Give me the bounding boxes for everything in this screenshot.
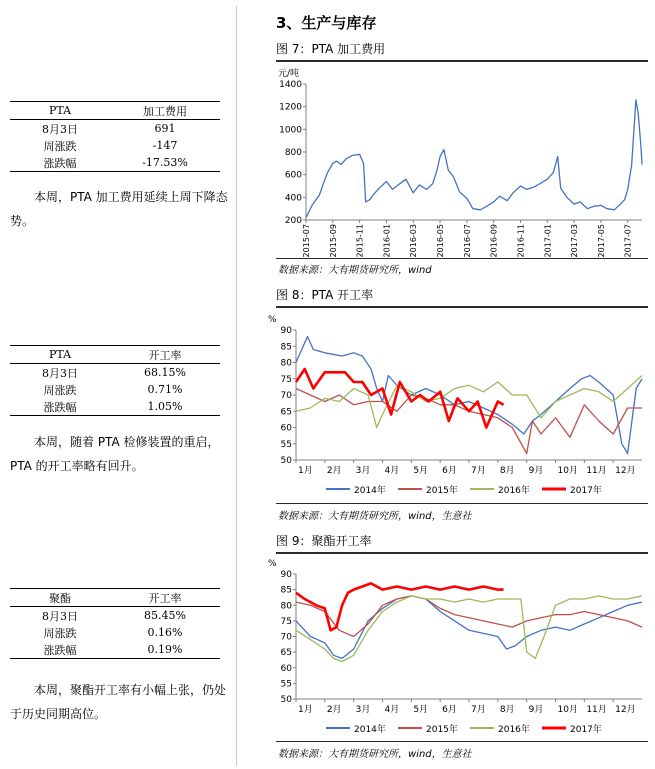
polyester-rate-comment: 本周，聚酯开工率有小幅上张，仍处于历史同期高位。 xyxy=(10,683,227,721)
figure-bottom-rule xyxy=(276,741,648,742)
table-cell: 0.16% xyxy=(147,626,183,639)
legend-label: 2014年 xyxy=(354,725,386,735)
y-axis-label: 元/吨 xyxy=(278,69,300,79)
figure-bottom-rule xyxy=(276,258,648,259)
y-axis-label: % xyxy=(268,559,277,569)
y-axis-label: % xyxy=(268,315,277,325)
legend-label: 2015年 xyxy=(426,725,458,735)
x-tick-label: 1月 xyxy=(298,705,313,715)
column-divider xyxy=(236,6,237,766)
x-tick-label: 2015-11 xyxy=(355,224,365,258)
x-tick-label: 2月 xyxy=(326,705,342,715)
series-line xyxy=(296,583,504,630)
pta-fee-table xyxy=(10,101,220,172)
y-tick-label: 400 xyxy=(284,193,302,204)
y-tick-label: 1400 xyxy=(279,80,302,90)
y-tick-label: 200 xyxy=(284,216,302,226)
table-row xyxy=(10,381,220,398)
pta-operating-rate-chart xyxy=(270,308,655,503)
x-tick-label: 6月 xyxy=(442,466,457,476)
table-header: PTA xyxy=(10,346,110,364)
x-tick-label: 1月 xyxy=(298,466,313,476)
y-tick-label: 70 xyxy=(280,391,292,401)
figure-source: 数据来源：大有期货研究所，wind，生意社 xyxy=(278,511,472,522)
x-tick-label: 7月 xyxy=(471,705,486,715)
series-line xyxy=(296,596,642,662)
figure-title-text: 图 7：PTA 加工费用 xyxy=(276,42,386,56)
x-tick-label: 4月 xyxy=(384,466,400,476)
x-tick-label: 2016-03 xyxy=(409,224,419,258)
y-tick-label: 1200 xyxy=(279,102,302,113)
x-tick-label: 2016-01 xyxy=(382,224,392,258)
figure-title xyxy=(276,286,648,305)
figure-title-text: 图 9：聚酯开工率 xyxy=(276,534,372,548)
polyester-rate-table xyxy=(10,588,220,659)
series-line xyxy=(296,389,642,454)
x-tick-label: 5月 xyxy=(413,466,429,476)
table-header: 加工费用 xyxy=(110,102,220,120)
table-cell: 涨跌幅 xyxy=(10,154,110,172)
x-tick-label: 2016-07 xyxy=(462,224,472,258)
x-tick-label: 2016-09 xyxy=(489,224,499,258)
table-row xyxy=(10,398,220,416)
x-tick-label: 2017-07 xyxy=(623,224,633,258)
y-tick-label: 85 xyxy=(280,342,292,353)
legend-label: 2017年 xyxy=(570,725,602,735)
x-tick-label: 9月 xyxy=(528,705,544,715)
x-tick-label: 2017-01 xyxy=(543,224,553,258)
legend-label: 2016年 xyxy=(498,725,530,735)
legend-label: 2016年 xyxy=(498,486,530,496)
pta-fee-chart xyxy=(270,62,655,258)
y-tick-label: 1000 xyxy=(279,125,302,136)
legend-label: 2017年 xyxy=(570,486,602,496)
legend-label: 2015年 xyxy=(426,486,458,496)
table-cell: 0.19% xyxy=(110,641,220,659)
y-tick-label: 70 xyxy=(280,632,292,643)
figure-source: 数据来源：大有期货研究所，wind xyxy=(278,265,432,276)
figure-title xyxy=(276,532,648,551)
table-cell: -147 xyxy=(152,139,178,152)
x-tick-label: 10月 xyxy=(557,466,578,476)
table-cell: 8月3日 xyxy=(42,366,78,380)
y-tick-label: 55 xyxy=(280,679,292,690)
figure-title xyxy=(276,40,648,59)
figure-bottom-rule xyxy=(276,503,648,504)
y-tick-label: 80 xyxy=(280,358,292,369)
y-tick-label: 60 xyxy=(280,423,292,434)
y-tick-label: 80 xyxy=(280,601,292,612)
x-tick-label: 8月 xyxy=(499,466,515,476)
table-header: 开工率 xyxy=(110,589,220,607)
x-tick-label: 2017-03 xyxy=(570,224,580,258)
table-cell: 周涨跌 xyxy=(43,383,77,397)
table-cell: 85.45% xyxy=(144,609,186,622)
figure-title-text: 图 8：PTA 开工率 xyxy=(276,288,374,302)
figure-source: 数据来源：大有期货研究所，wind，生意社 xyxy=(278,749,472,760)
x-tick-label: 4月 xyxy=(384,705,400,715)
y-tick-label: 75 xyxy=(280,616,292,627)
table-row xyxy=(10,154,220,172)
table-row xyxy=(10,641,220,659)
y-tick-label: 90 xyxy=(280,570,292,580)
x-tick-label: 2016-05 xyxy=(436,224,446,258)
table-cell: 691 xyxy=(154,122,176,135)
table-header: PTA xyxy=(10,102,110,120)
legend-label: 2014年 xyxy=(354,486,386,496)
polyester-operating-rate-chart xyxy=(270,554,655,740)
table-cell: -17.53% xyxy=(110,154,220,172)
x-tick-label: 2015-09 xyxy=(328,224,338,258)
right-column xyxy=(270,0,655,769)
pta-rate-table xyxy=(10,345,220,416)
x-tick-label: 3月 xyxy=(355,466,371,476)
x-tick-label: 6月 xyxy=(442,705,457,715)
series-line xyxy=(306,100,642,218)
y-tick-label: 60 xyxy=(280,663,292,674)
table-row xyxy=(10,137,220,154)
y-tick-label: 85 xyxy=(280,585,292,596)
table-cell: 周涨跌 xyxy=(43,626,77,640)
table-cell: 8月3日 xyxy=(42,122,78,136)
y-tick-label: 50 xyxy=(280,456,292,466)
x-tick-label: 3月 xyxy=(355,705,371,715)
table-row xyxy=(10,364,220,382)
series-line xyxy=(296,596,642,659)
y-tick-label: 55 xyxy=(280,439,292,450)
y-tick-label: 50 xyxy=(280,695,292,705)
x-tick-label: 12月 xyxy=(615,705,636,715)
x-tick-label: 12月 xyxy=(615,466,636,476)
table-cell: 周涨跌 xyxy=(43,139,77,153)
series-line xyxy=(296,337,642,454)
table-row xyxy=(10,607,220,625)
table-header: 聚酯 xyxy=(10,589,110,607)
x-tick-label: 2017-05 xyxy=(596,224,606,258)
y-tick-label: 65 xyxy=(280,648,292,659)
table-cell: 涨跌幅 xyxy=(10,398,110,416)
x-tick-label: 7月 xyxy=(471,466,486,476)
table-cell: 1.05% xyxy=(110,398,220,416)
pta-fee-comment: 本周，PTA 加工费用延续上周下降态势。 xyxy=(10,190,228,228)
x-tick-label: 11月 xyxy=(586,466,607,476)
y-tick-label: 75 xyxy=(280,374,292,385)
table-row xyxy=(10,624,220,641)
section-title: 3、生产与库存 xyxy=(276,14,377,32)
x-tick-label: 2016-11 xyxy=(516,224,526,258)
x-tick-label: 2015-07 xyxy=(302,224,311,258)
y-tick-label: 600 xyxy=(284,170,302,181)
x-tick-label: 5月 xyxy=(413,705,429,715)
x-tick-label: 2月 xyxy=(326,466,342,476)
pta-rate-comment: 本周，随着 PTA 检修装置的重启，PTA 的开工率略有回升。 xyxy=(10,435,220,473)
x-tick-label: 11月 xyxy=(586,705,607,715)
table-cell: 0.71% xyxy=(147,383,183,396)
y-tick-label: 800 xyxy=(284,148,302,158)
table-cell: 8月3日 xyxy=(42,609,78,623)
table-header: 开工率 xyxy=(110,346,220,364)
left-column xyxy=(0,0,236,769)
x-tick-label: 8月 xyxy=(499,705,515,715)
y-tick-label: 65 xyxy=(280,407,292,418)
x-tick-label: 10月 xyxy=(557,705,578,715)
table-row xyxy=(10,120,220,138)
x-tick-label: 9月 xyxy=(528,466,544,476)
table-cell: 68.15% xyxy=(144,366,186,379)
table-cell: 涨跌幅 xyxy=(10,641,110,659)
y-tick-label: 90 xyxy=(280,326,292,336)
